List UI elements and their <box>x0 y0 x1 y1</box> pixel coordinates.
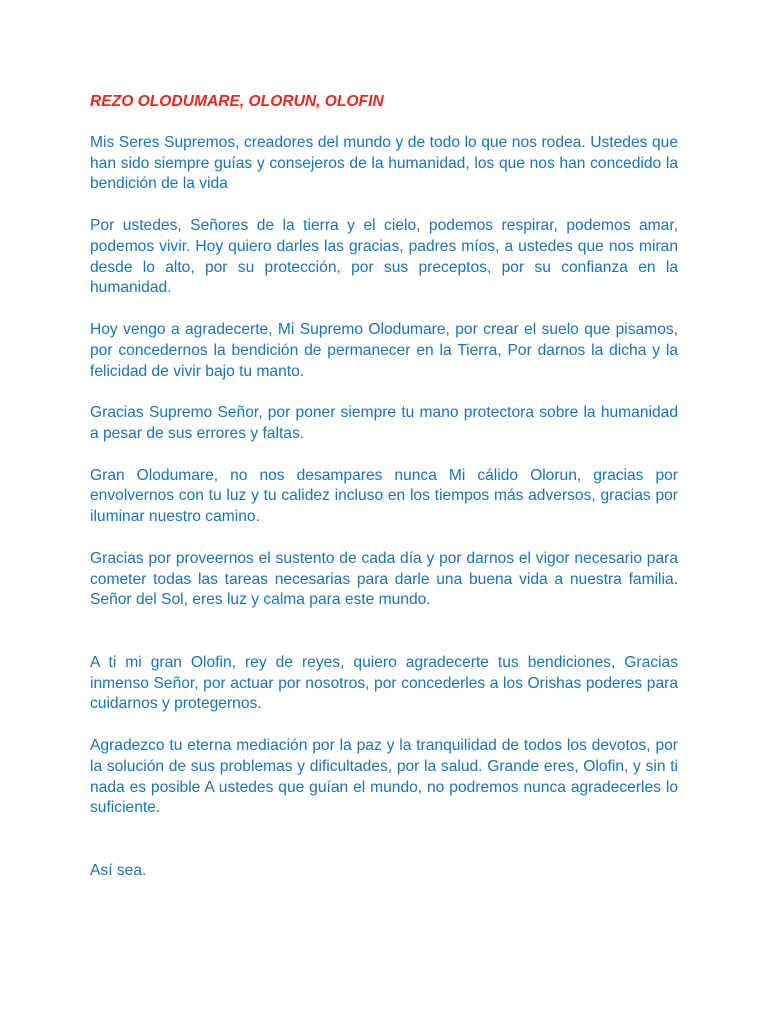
paragraph-3: Hoy vengo a agradecerte, Mi Supremo Olodumare, por crear el suelo que pisamos, por concedernos la bendición de permanecer en la Tierra, Por darnos la dicha y la felicidad de vivir bajo tu manto. <box>90 320 678 380</box>
paragraph-2: Por ustedes, Señores de la tierra y el cielo, podemos respirar, podemos amar, podemos vivir. Hoy quiero darles las gracias, padres míos, a ustedes que nos miran desde lo alto, por su protección, por sus preceptos, por su confianza en la humanidad. <box>90 216 678 297</box>
paragraph-6: Gracias por proveernos el sustento de cada día y por darnos el vigor necesario para cometer todas las tareas necesarias para darle una buena vida a nuestra familia. Señor del Sol, eres luz y calma para este mundo. <box>90 549 678 609</box>
blank-gap <box>90 632 678 653</box>
paragraph-1: Mis Seres Supremos, creadores del mundo y de todo lo que nos rodea. Ustedes que han sido siempre guías y consejeros de la humanidad, los que nos han concedido la bendición de la vida <box>90 133 678 193</box>
document-title: REZO OLODUMARE, OLORUN, OLOFIN <box>90 93 384 110</box>
blank-gap-2 <box>90 840 678 861</box>
paragraph-8: Agradezco tu eterna mediación por la paz y la tranquilidad de todos los devotos, por la solución de sus problemas y dificultades, por la salud. Grande eres, Olofin, y sin ti nada es posible A ustedes que guían el mundo, no podremos nunca agradecerles lo suficiente. <box>90 736 678 817</box>
paragraph-4: Gracias Supremo Señor, por poner siempre tu mano protectora sobre la humanidad a pesar de sus errores y faltas. <box>90 404 678 442</box>
paragraph-7: A ti mi gran Olofin, rey de reyes, quiero agradecerte tus bendiciones, Gracias inmenso Señor, por actuar por nosotros, por concederles a los Orishas poderes para cuidarnos y protegernos. <box>90 653 678 713</box>
document-page <box>90 92 678 881</box>
closing-line: Así sea. <box>90 861 147 879</box>
paragraph-5: Gran Olodumare, no nos desampares nunca Mi cálido Olorun, gracias por envolvernos con tu luz y tu calidez incluso en los tiempos más adversos, gracias por iluminar nuestro camino. <box>90 466 678 526</box>
